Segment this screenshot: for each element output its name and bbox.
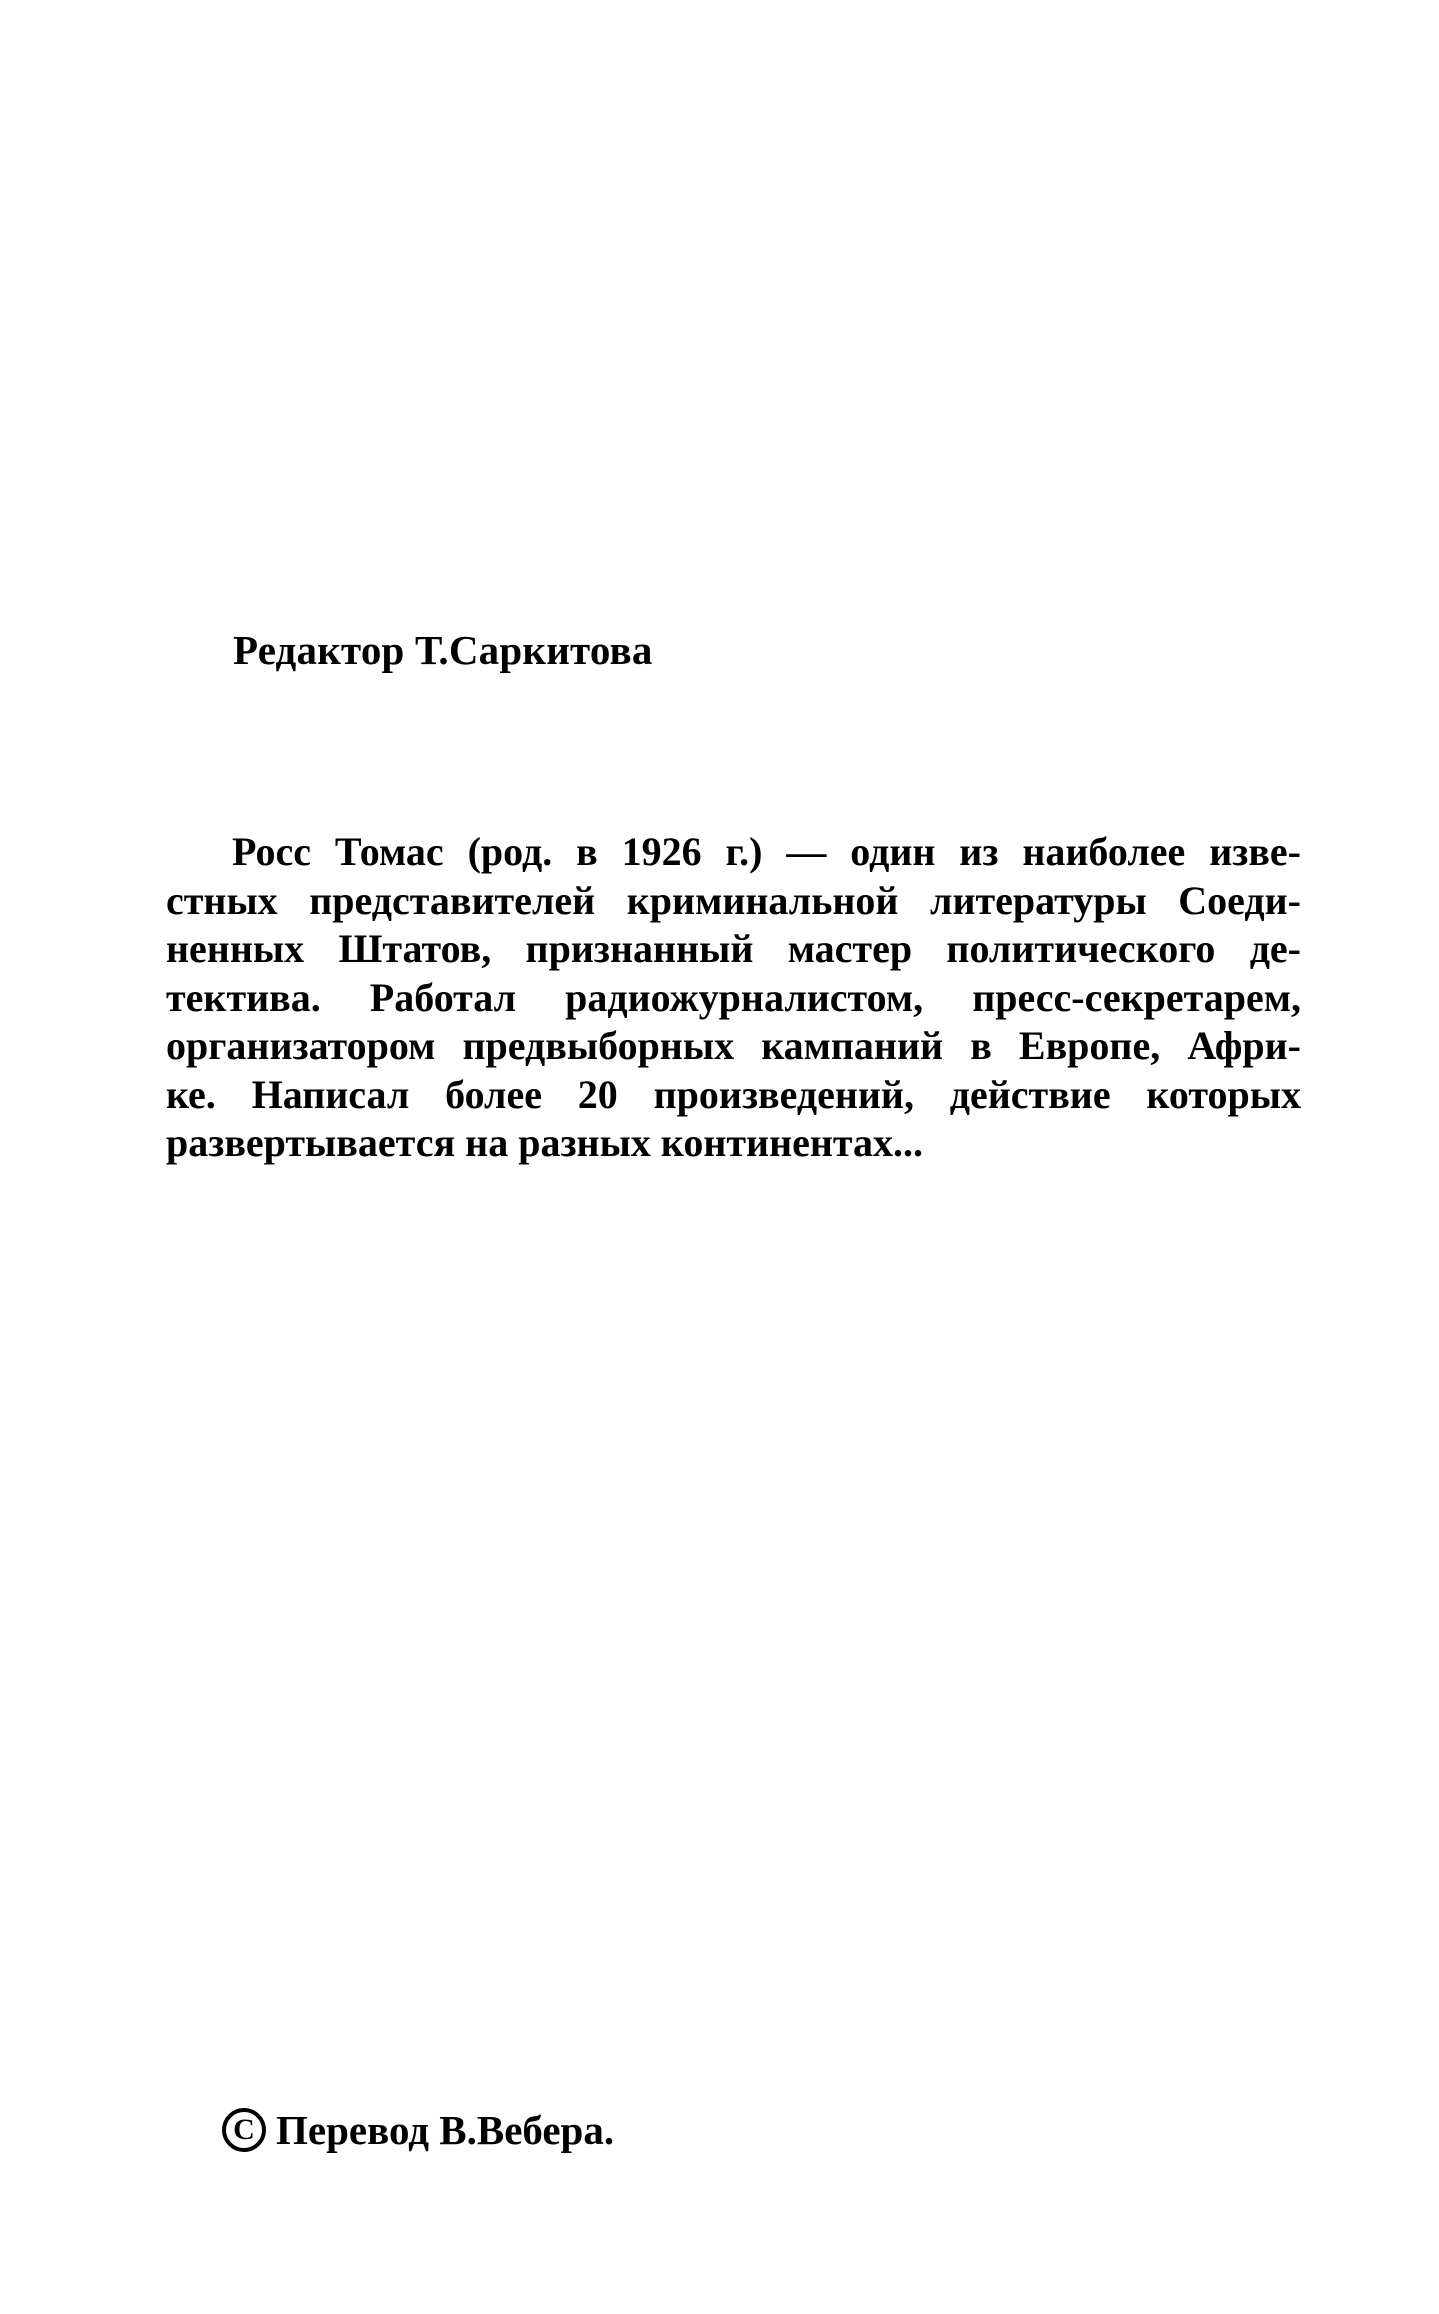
translation-credit: Перевод В.Вебера. [276,2106,615,2153]
copyright-icon: C [222,2108,266,2152]
annotation-line: тектива. Работал радиожурналистом, пресс-секретарем, [166,974,1301,1020]
annotation-line: организатором предвыборных кампаний в Европе, Афри- [166,1023,1301,1068]
annotation-line: стных представителей криминальной литературы Соеди- [166,877,1301,923]
annotation-line: развертывается на разных континентах... [166,1120,924,1165]
annotation-line: Росс Томас (род. в 1926 г.) — один из наиболее изве- [232,829,1301,874]
annotation-line: ке. Написал более 20 произведений, действие которых [166,1071,1301,1117]
editor-credit: Редактор Т.Саркитова [233,627,653,673]
translation-copyright [222,2108,614,2152]
annotation-line: ненных Штатов, признанный мастер политического де- [166,926,1301,971]
book-annotation [166,828,1301,1168]
